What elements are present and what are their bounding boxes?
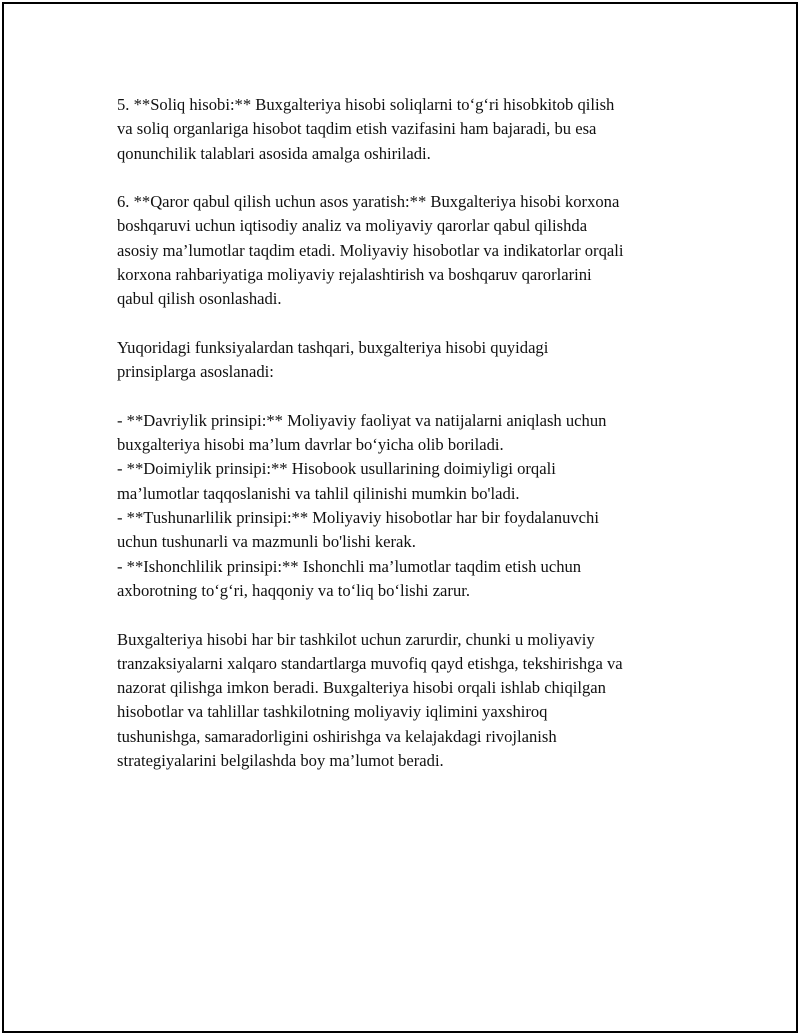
principle-davriylik <box>117 409 697 458</box>
text-line: - **Tushunarlilik prinsipi:** Moliyaviy hisobotlar har bir foydalanuvchi <box>117 508 599 528</box>
principle-doimiylik <box>117 457 697 506</box>
text-line: tushunishga, samaradorligini oshirishga va kelajakdagi rivojlanish <box>117 726 557 746</box>
text-line: strategiyalarini belgilashda boy ma’lumot beradi. <box>117 751 444 771</box>
paragraph-conclusion <box>117 628 697 774</box>
text-line: - **Ishonchlilik prinsipi:** Ishonchli ma’lumotlar taqdim etish uchun <box>117 556 582 576</box>
text-line: axborotning to‘g‘ri, haqqoniy va to‘liq bo‘lishi zarur. <box>117 580 471 600</box>
text-line: boshqaruvi uchun iqtisodiy analiz va moliyaviy qarorlar qabul qilishda <box>117 216 588 236</box>
paragraph-qaror-qabul-qilish <box>117 190 697 311</box>
text-line: asosiy ma’lumotlar taqdim etadi. Moliyaviy hisobotlar va indikatorlar orqali <box>117 240 624 260</box>
principles-list <box>117 409 697 603</box>
text-line: ma’lumotlar taqqoslanishi va tahlil qilinishi mumkin bo'ladi. <box>117 483 520 503</box>
principle-ishonchlilik <box>117 555 697 604</box>
text-line: Yuqoridagi funksiyalardan tashqari, buxgalteriya hisobi quyidagi <box>117 337 549 357</box>
paragraph-prinsiplar-intro <box>117 336 697 385</box>
text-line: hisobotlar va tahlillar tashkilotning moliyaviy iqlimini yaxshiroq <box>117 702 548 722</box>
principle-tushunarlilik <box>117 506 697 555</box>
text-line: uchun tushunarli va mazmunli bo'lishi kerak. <box>117 532 416 552</box>
text-line: qabul qilish osonlashadi. <box>117 289 282 309</box>
text-line: 5. **Soliq hisobi:** Buxgalteriya hisobi soliqlarni to‘g‘ri hisobkitob qilish <box>117 95 615 114</box>
text-line: va soliq organlariga hisobot taqdim etish vazifasini ham bajaradi, bu esa <box>117 119 597 139</box>
document-body <box>117 93 697 798</box>
text-line: buxgalteriya hisobi ma’lum davrlar bo‘yicha olib boriladi. <box>117 435 504 455</box>
text-line: tranzaksiyalarni xalqaro standartlarga muvofiq qayd etishga, tekshirishga va <box>117 653 623 673</box>
text-line: korxona rahbariyatiga moliyaviy rejalashtirish va boshqaruv qarorlarini <box>117 265 592 285</box>
text-line: - **Doimiylik prinsipi:** Hisobook usullarining doimiyligi orqali <box>117 459 556 479</box>
text-line: qonunchilik talablari asosida amalga oshiriladi. <box>117 143 431 163</box>
text-line: nazorat qilishga imkon beradi. Buxgalteriya hisobi orqali ishlab chiqilgan <box>117 678 606 698</box>
text-line: - **Davriylik prinsipi:** Moliyaviy faoliyat va natijalarni aniqlash uchun <box>117 410 607 430</box>
paragraph-soliq-hisobi <box>117 93 697 166</box>
text-line: Buxgalteriya hisobi har bir tashkilot uchun zarurdir, chunki u moliyaviy <box>117 629 595 649</box>
text-line: prinsiplarga asoslanadi: <box>117 362 274 382</box>
text-line: 6. **Qaror qabul qilish uchun asos yaratish:** Buxgalteriya hisobi korxona <box>117 192 620 212</box>
